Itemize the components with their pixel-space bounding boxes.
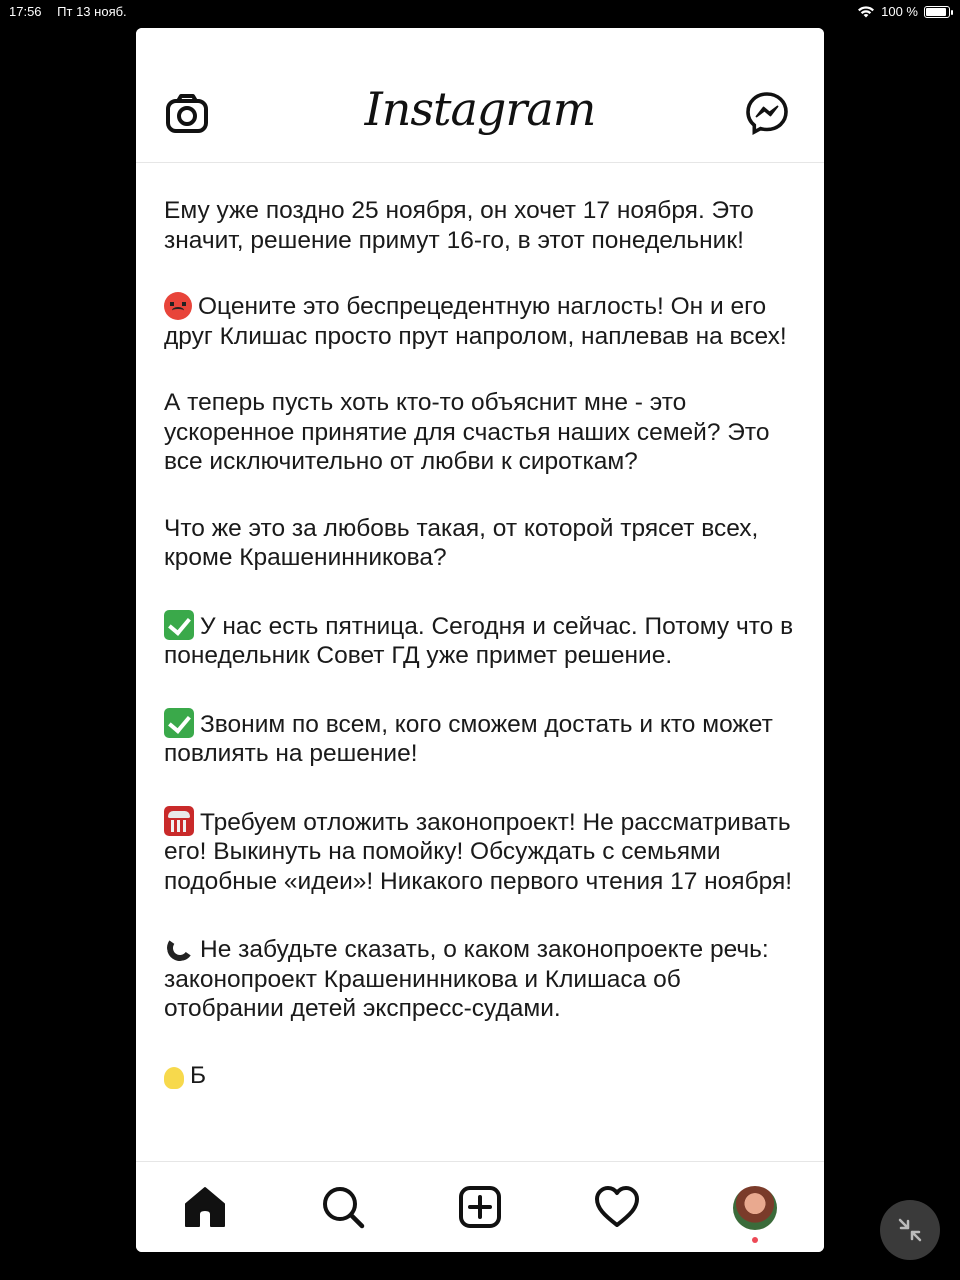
post-paragraph	[136, 292, 824, 351]
paragraph-text: Звоним по всем, кого сможем достать и кто может повлиять на решение!	[164, 710, 773, 767]
post-paragraph	[136, 708, 824, 769]
check-mark-icon	[164, 610, 194, 640]
post-paragraph	[136, 933, 824, 1024]
home-icon[interactable]	[182, 1184, 228, 1230]
collapse-arrows-icon	[880, 1200, 940, 1260]
messenger-icon[interactable]	[744, 90, 790, 136]
status-date: Пт 13 нояб.	[57, 4, 127, 19]
post-paragraph	[136, 1061, 824, 1091]
telephone-icon	[164, 806, 194, 836]
exit-fullscreen-button[interactable]	[880, 1200, 940, 1260]
paragraph-text: А теперь пусть хоть кто-то объяснит мне - это ускоренное принятие для счастья наших семей? Это все исключительно от любви к сироткам?	[164, 389, 770, 475]
angry-face-icon	[164, 292, 192, 320]
status-left	[9, 4, 139, 19]
post-content[interactable]	[136, 163, 824, 1161]
paragraph-text: У нас есть пятница. Сегодня и сейчас. Потому что в понедельник Совет ГД уже примет решение.	[164, 612, 794, 669]
paragraph-text: Оцените это беспрецедентную наглость! Он и его друг Клишас просто прут напролом, наплевав на всех!	[164, 293, 787, 350]
wifi-icon	[857, 5, 875, 18]
battery-percent: 100 %	[881, 4, 918, 19]
app-header	[136, 28, 824, 163]
status-bar	[0, 0, 960, 24]
search-icon[interactable]	[320, 1184, 366, 1230]
status-right	[857, 4, 950, 19]
post-paragraph	[136, 806, 824, 897]
paragraph-text: Требуем отложить законопроект! Не рассматривать его! Выкинуть на помойку! Обсуждать с семьями подобные «идеи»! Никакого первого чтения 17 ноября!	[164, 808, 793, 895]
light-bulb-icon	[164, 1067, 184, 1089]
post-paragraph	[136, 388, 824, 477]
paragraph-text: Что же это за любовь такая, от которой трясет всех, кроме Крашенинникова?	[164, 514, 759, 571]
notification-dot	[752, 1237, 758, 1243]
profile-avatar[interactable]	[733, 1186, 777, 1230]
paragraph-text: Б	[190, 1061, 207, 1089]
check-mark-icon	[164, 708, 194, 738]
new-post-icon[interactable]	[457, 1184, 503, 1230]
activity-heart-icon[interactable]	[594, 1184, 640, 1230]
battery-level	[926, 8, 946, 16]
instagram-app	[136, 28, 824, 1252]
post-paragraph	[136, 514, 824, 573]
instagram-logo: Instagram	[364, 82, 596, 136]
battery-icon	[924, 6, 950, 18]
post-paragraph	[136, 196, 824, 255]
status-time: 17:56	[9, 4, 42, 19]
post-text	[136, 163, 824, 1090]
post-paragraph	[136, 610, 824, 671]
tab-bar	[136, 1161, 824, 1252]
paragraph-text: Ему уже поздно 25 ноября, он хочет 17 ноября. Это значит, решение примут 16-го, в этот понедельник!	[164, 197, 754, 254]
telephone-receiver-icon	[164, 933, 194, 963]
paragraph-text: Не забудьте сказать, о каком законопроекте речь: законопроект Крашенинникова и Клишаса об отобрании детей экспресс-судами.	[164, 936, 769, 1022]
